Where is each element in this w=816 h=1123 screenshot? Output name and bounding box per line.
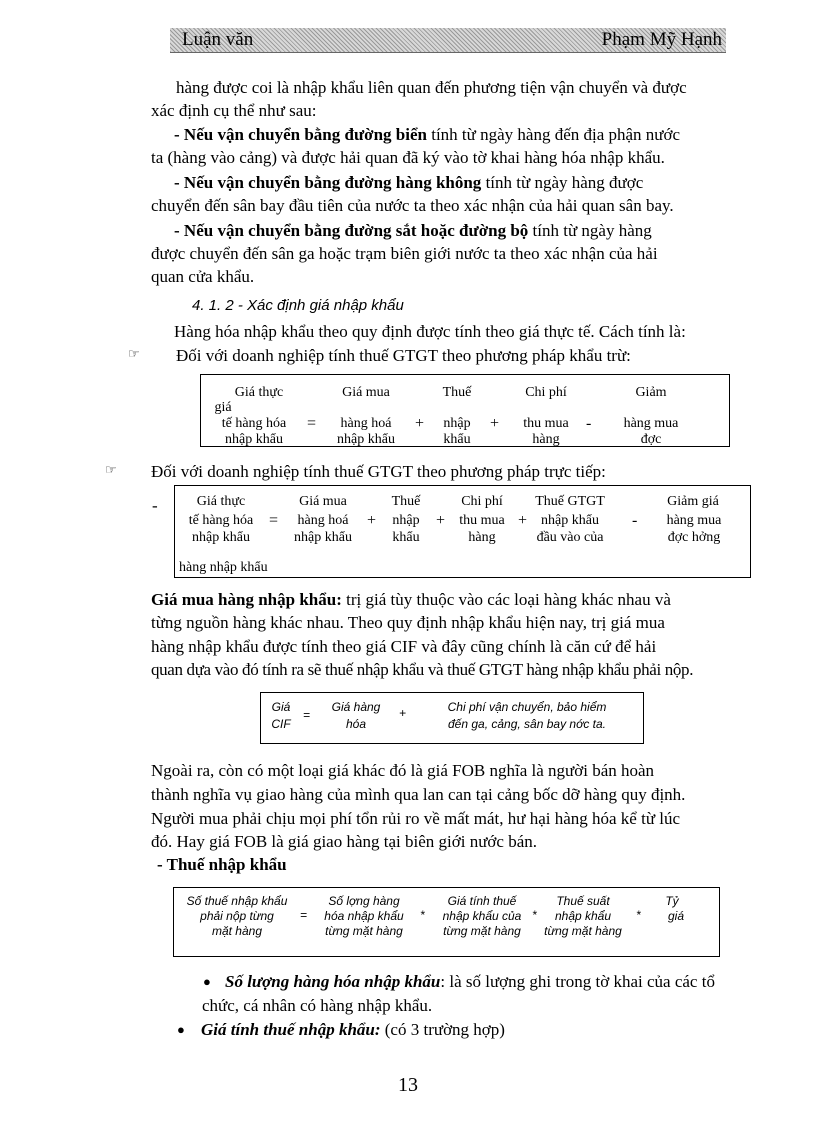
formula-cell: nhập khẩu — [541, 513, 599, 528]
text-line: Ngoài ra, còn có một loại giá khác đó là giá FOB nghĩa là người bán hoàn — [151, 761, 655, 780]
formula-cell: Tỷ — [665, 894, 679, 908]
operator: = — [269, 512, 279, 529]
text-line: chuyển đến sân bay đầu tiên của nước ta theo xác nhận của hải quan sân bay. — [151, 196, 674, 215]
air-line — [174, 171, 643, 194]
rail-line — [174, 219, 652, 242]
formula-cell: nhập — [443, 416, 471, 431]
formula-cell: Chi phí — [461, 494, 503, 509]
formula-cell: Giá thực — [234, 385, 284, 400]
bullet-icon: ● — [177, 1022, 185, 1037]
rail-rest: tính từ ngày hàng — [528, 221, 652, 240]
text-line: Hàng hóa nhập khẩu theo quy định được tính theo giá thực tế. Cách tính là: — [174, 322, 686, 341]
formula-box-3 — [260, 692, 644, 744]
operator: + — [367, 512, 377, 529]
formula-cell: mặt hàng — [211, 924, 263, 938]
text-line: hàng nhập khẩu được tính theo giá CIF và đây cũng chính là căn cứ để hải — [151, 637, 657, 656]
operator: = — [303, 708, 311, 722]
dash: - — [152, 496, 158, 515]
text-line: ta (hàng vào cảng) và được hải quan đã ký vào tờ khai hàng hóa nhập khẩu. — [151, 148, 665, 167]
formula-cell: Thuế GTGT — [535, 494, 605, 509]
text-line: Đối với doanh nghiệp tính thuế GTGT theo phương pháp trực tiếp: — [151, 462, 606, 481]
formula-cell: tế hàng hóa — [221, 416, 287, 431]
text-line: thành nghĩa vụ giao hàng của mình qua lan can tại cảng bốc dỡ hàng quy định. — [151, 785, 686, 804]
operator: = — [307, 415, 317, 432]
air-rest: tính từ ngày hàng được — [481, 173, 644, 192]
formula-cell: hóa nhập khẩu — [324, 909, 404, 923]
bullet-line — [201, 1018, 505, 1041]
text-line: Đối với doanh nghiệp tính thuế GTGT theo phương pháp khẩu trừ: — [176, 346, 631, 365]
text-line: chức, cá nhân có hàng nhập khẩu. — [202, 996, 433, 1015]
formula-cell: khẩu — [392, 530, 420, 545]
formula-box-4 — [173, 887, 720, 957]
text-line: từng nguồn hàng khác nhau. Theo quy định nhập khẩu hiện nay, trị giá mua — [151, 613, 665, 632]
formula-cell: hàng — [468, 530, 496, 545]
formula-cell: Số lợng hàng — [328, 894, 400, 908]
formula-cell: hàng mua — [666, 513, 722, 528]
formula-cell: nhập khẩu — [294, 530, 352, 545]
formula-cell: từng mặt hàng — [325, 924, 403, 938]
formula-box-2 — [174, 485, 751, 578]
header-right: Phạm Mỹ Hạnh — [601, 29, 722, 50]
operator: + — [436, 512, 446, 529]
text-line: xác định cụ thể như sau: — [151, 101, 317, 120]
formula-cell: nhập — [392, 513, 420, 528]
formula-cell: Thuế — [391, 494, 421, 509]
bullet-bold: Giá tính thuế nhập khẩu: — [201, 1020, 381, 1039]
formula-cell: Giá hàng — [331, 700, 381, 714]
text-line: Người mua phải chịu mọi phí tổn rủi ro về mất mát, hư hại hàng hóa kể từ lúc — [151, 809, 681, 828]
formula-cell: hàng hoá — [297, 513, 349, 528]
formula-cell: Giá mua — [342, 385, 390, 400]
formula-cell: đợc — [640, 432, 662, 447]
operator: - — [586, 415, 592, 432]
formula-cell: tế hàng hóa — [188, 513, 254, 528]
rail-bold: - Nếu vận chuyển bằng đường sắt hoặc đường bộ — [174, 221, 529, 240]
formula-cell: thu mua — [523, 416, 569, 431]
formula-cell: Giá mua — [299, 494, 347, 509]
bullet-rest: (có 3 trường hợp) — [380, 1020, 505, 1039]
formula-cell: Giảm giá — [667, 494, 719, 509]
formula-cell: Giá thực — [196, 494, 246, 509]
formula-cell: Thuế — [442, 385, 472, 400]
operator: + — [415, 415, 425, 432]
air-bold: - Nếu vận chuyển bằng đường hàng không — [174, 173, 482, 192]
formula-cell: Giảm — [635, 385, 667, 400]
bullet-rest: : là số lượng ghi trong tờ khai của các tổ — [440, 972, 715, 991]
text-line: hàng được coi là nhập khẩu liên quan đến phương tiện vận chuyển và được — [176, 78, 687, 97]
operator: + — [399, 706, 407, 720]
pointing-hand-icon: ☞ — [128, 346, 140, 361]
operator: + — [518, 512, 528, 529]
formula-cell: Thuế suất — [556, 894, 610, 908]
formula-cell: Chi phí vận chuyển, bảo hiểm — [447, 700, 607, 714]
formula-cell: nhập khẩu — [337, 432, 395, 447]
formula-cell: phải nộp từng — [200, 909, 274, 923]
formula-cell: đầu vào của — [536, 530, 604, 545]
bullet-icon: ● — [203, 974, 211, 989]
sea-line — [174, 123, 680, 146]
formula-cell: khẩu — [443, 432, 471, 447]
page-header — [170, 28, 726, 53]
formula-cell: Giá — [271, 700, 291, 714]
operator: = — [300, 908, 308, 922]
formula-cell: đợc hởng — [667, 530, 721, 545]
text-line: quan cửa khẩu. — [151, 267, 255, 286]
operator: * — [420, 908, 425, 922]
formula-cell: từng mặt hàng — [544, 924, 622, 938]
operator: * — [532, 908, 537, 922]
pointing-hand-icon: ☞ — [105, 462, 117, 477]
formula-cell: giá — [214, 400, 232, 415]
formula-cell: hàng hoá — [340, 416, 392, 431]
gia-mua-bold: Giá mua hàng nhập khẩu: — [151, 590, 342, 609]
formula-cell: CIF — [271, 717, 291, 731]
formula-cell: hàng nhập khẩu — [179, 560, 268, 575]
gia-mua-line — [151, 588, 671, 611]
formula-box-1 — [200, 374, 730, 447]
text-line: quan dựa vào đó tính ra sẽ thuế nhập khẩu và thuế GTGT hàng nhập khẩu phải nộp. — [151, 660, 694, 679]
operator: + — [490, 415, 500, 432]
formula-cell: Giá tính thuế — [447, 894, 517, 908]
formula-cell: giá — [667, 909, 684, 923]
formula-cell: nhập khẩu — [225, 432, 283, 447]
formula-cell: nhập khẩu — [192, 530, 250, 545]
bullet-line — [225, 970, 715, 993]
text-line: đó. Hay giá FOB là giá giao hàng tại biên giới nước bán. — [151, 832, 538, 851]
section-heading: 4. 1. 2 - Xác định giá nhập khẩu — [192, 297, 404, 314]
sea-rest: tính từ ngày hàng đến địa phận nước — [426, 125, 681, 144]
sea-bold: - Nếu vận chuyển bằng đường biển — [174, 125, 427, 144]
header-left: Luận văn — [182, 29, 254, 50]
formula-cell: nhập khẩu của — [442, 909, 522, 923]
formula-cell: đến ga, cảng, sân bay nớc ta. — [447, 717, 607, 731]
bullet-bold: Số lượng hàng hóa nhập khẩu — [225, 972, 441, 991]
formula-cell: từng mặt hàng — [443, 924, 521, 938]
formula-cell: nhập khẩu — [554, 909, 612, 923]
formula-cell: hàng mua — [623, 416, 679, 431]
formula-cell: hàng — [532, 432, 560, 447]
gia-mua-rest: trị giá tùy thuộc vào các loại hàng khác nhau và — [341, 590, 671, 609]
formula-cell: Chi phí — [525, 385, 567, 400]
page-number: 13 — [398, 1074, 418, 1096]
tax-heading: - Thuế nhập khẩu — [157, 855, 287, 874]
formula-cell: Số thuế nhập khẩu — [186, 894, 288, 908]
formula-cell: thu mua — [459, 513, 505, 528]
formula-cell: hóa — [345, 717, 367, 731]
operator: * — [636, 908, 641, 922]
operator: - — [632, 512, 638, 529]
text-line: được chuyển đến sân ga hoặc trạm biên giới nước ta theo xác nhận của hải — [151, 244, 658, 263]
